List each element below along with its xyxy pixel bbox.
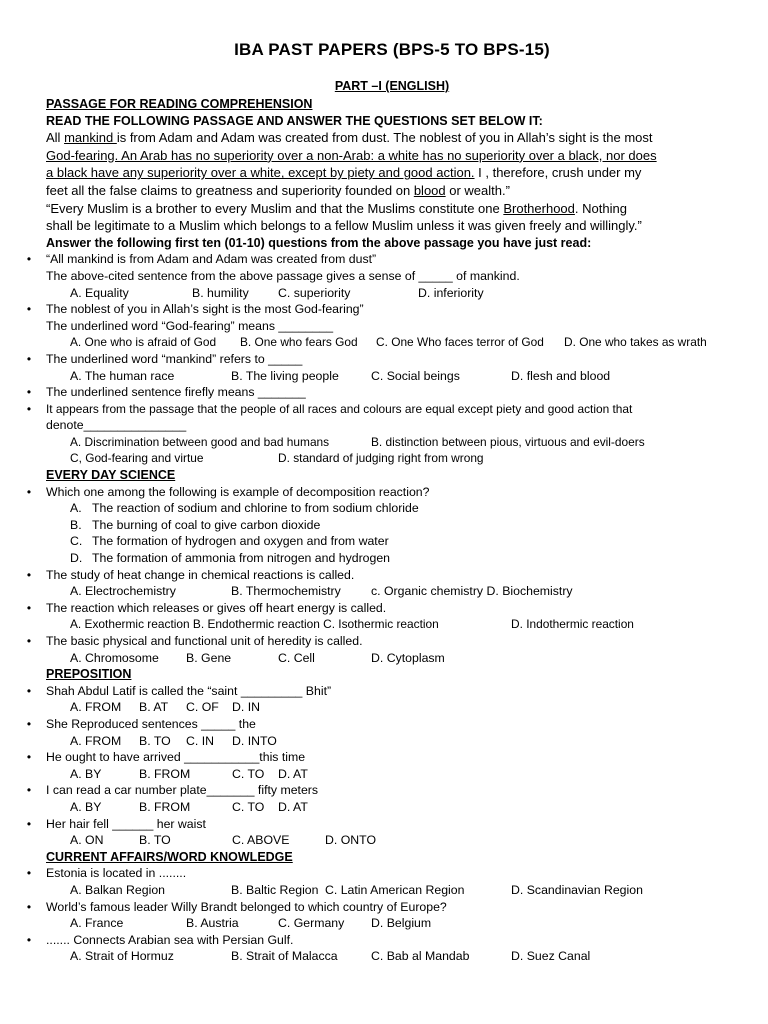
option-b: B. AT: [139, 700, 169, 715]
option-a: A. ON: [70, 833, 104, 848]
option-b: B. TO: [139, 733, 171, 748]
question: • It appears from the passage that the people of all races and colours are equal except piety and good action that: [46, 401, 738, 418]
option-d: D. flesh and blood: [511, 368, 611, 383]
option-c: C. OF: [186, 700, 219, 715]
answer-options: [46, 882, 738, 899]
bullet-icon: [22, 384, 36, 401]
question: • The underlined word “mankind” refers to _____: [46, 351, 738, 368]
question: • Which one among the following is example of decomposition reaction?: [46, 484, 738, 501]
option-c: c. Organic chemistry D. Biochemistry: [371, 584, 573, 599]
option-d: D. Scandinavian Region: [511, 882, 643, 897]
option-a: A. Strait of Hormuz: [70, 949, 174, 964]
passage-line: a black have any superiority over a white, except by piety and good action. I , therefore, crush under my: [46, 165, 642, 181]
bullet-icon: [22, 633, 36, 650]
answer-options: [46, 616, 738, 633]
option-d: D. IN: [232, 700, 261, 715]
question-text: denote_______________: [46, 418, 187, 433]
option-b: B. Strait of Malacca: [231, 949, 338, 964]
question: • He ought to have arrived ___________this time: [46, 749, 738, 766]
question-text: The underlined word “God-fearing” means ________: [46, 318, 334, 333]
section-heading-science: EVERY DAY SCIENCE: [46, 468, 176, 483]
question-text: The above-cited sentence from the above passage gives a sense of _____ of mankind.: [46, 268, 520, 283]
option-b: B. One who fears God: [240, 335, 358, 350]
option-b: B. distinction between pious, virtuous and evil-doers: [371, 434, 645, 449]
option-c: C. Social beings: [371, 368, 460, 383]
bullet-icon: [22, 865, 36, 882]
option-c: C. Latin American Region: [325, 882, 465, 897]
passage: [46, 129, 738, 235]
option-d: D. Indothermic reaction: [511, 617, 634, 632]
answer-options: [46, 948, 738, 965]
question: • “All mankind is from Adam and Adam was created from dust”: [46, 251, 738, 268]
option-c: C. Germany: [278, 916, 345, 931]
bullet-icon: [22, 251, 36, 268]
option-a: A. FROM: [70, 733, 122, 748]
option-c: C. ABOVE: [232, 833, 290, 848]
option-d: D. INTO: [232, 733, 277, 748]
question: • World’s famous leader Willy Brandt belonged to which country of Europe?: [46, 899, 738, 916]
option-b: B. FROM: [139, 799, 191, 814]
bullet-icon: [22, 816, 36, 833]
option-d: D. standard of judging right from wrong: [278, 451, 484, 466]
option-c: C. superiority: [278, 285, 351, 300]
option-a: A. Balkan Region: [70, 882, 166, 897]
option-d: D. One who takes as wrath: [564, 335, 707, 350]
option-b: B. Baltic Region: [231, 882, 319, 897]
option-d: D. inferiority: [418, 285, 484, 300]
option-d: D. AT: [278, 766, 308, 781]
passage-line: shall be legitimate to a Muslim which belongs to a fellow Muslim unless it was given freely and willingly.”: [46, 218, 642, 234]
answer-options: [46, 450, 738, 467]
option-a: A. France: [70, 916, 124, 931]
section-heading-preposition: PREPOSITION: [46, 667, 132, 682]
passage-line: “Every Muslim is a brother to every Muslim and that the Muslims constitute one Brotherhood. Nothing: [46, 200, 627, 216]
option-c: C. Cell: [278, 650, 315, 665]
option-a: A. The reaction of sodium and chlorine to from sodium chloride: [70, 501, 419, 516]
underlined-word-mankind: mankind: [64, 130, 117, 146]
answer-options: [46, 915, 738, 932]
question: • ....... Connects Arabian sea with Persian Gulf.: [46, 932, 738, 949]
option-a: A. Electrochemistry: [70, 584, 176, 599]
bullet-icon: [22, 351, 36, 368]
option-c: C. TO: [232, 766, 265, 781]
option-c: C. One Who faces terror of God: [376, 335, 544, 350]
option-b: B. Gene: [186, 650, 232, 665]
bullet-icon: [22, 749, 36, 766]
option-b: B. The living people: [231, 368, 339, 383]
question: • She Reproduced sentences _____ the: [46, 716, 738, 733]
section-heading-current-affairs: CURRENT AFFAIRS/WORD KNOWLEDGE: [46, 849, 293, 864]
option-a: A. Exothermic reaction B. Endothermic reaction C. Isothermic reaction: [70, 617, 439, 632]
question: • Estonia is located in ........: [46, 865, 738, 882]
option-a: A. Equality: [70, 285, 129, 300]
answer-options: [46, 699, 738, 716]
bullet-icon: [22, 567, 36, 584]
option-a: A. The human race: [70, 368, 175, 383]
passage-line: God-fearing. An Arab has no superiority over a non-Arab: a white has no superiority over a black, nor does: [46, 147, 657, 163]
option-b: B. The burning of coal to give carbon dioxide: [70, 517, 321, 532]
bullet-icon: [22, 301, 36, 318]
option-d: D. Suez Canal: [511, 949, 591, 964]
option-c: C. Bab al Mandab: [371, 949, 470, 964]
question: • The reaction which releases or gives off heart energy is called.: [46, 600, 738, 617]
answer-options: [46, 434, 738, 451]
question: • Her hair fell ______ her waist: [46, 816, 738, 833]
question: • The study of heat change in chemical reactions is called.: [46, 567, 738, 584]
option-a: A. BY: [70, 766, 102, 781]
option-c: C, God-fearing and virtue: [70, 451, 204, 466]
bullet-icon: [22, 932, 36, 949]
underlined-word-blood: blood: [413, 182, 446, 198]
question: • The underlined sentence firefly means _______: [46, 384, 738, 401]
bullet-icon: [22, 600, 36, 617]
answer-options: [46, 368, 738, 385]
option-b: B. humility: [192, 285, 249, 300]
bullet-icon: [22, 899, 36, 916]
option-a: A. Chromosome: [70, 650, 159, 665]
question: • The basic physical and functional unit of heredity is called.: [46, 633, 738, 650]
option-d: D. AT: [278, 799, 308, 814]
option-a: A. Discrimination between good and bad humans: [70, 434, 330, 449]
bullet-icon: [22, 484, 36, 501]
option-b: B. Thermochemistry: [231, 584, 341, 599]
bullet-icon: [22, 716, 36, 733]
option-b: B. Austria: [186, 916, 239, 931]
passage-line: feet all the false claims to greatness and superiority founded on blood or wealth.”: [46, 182, 510, 198]
option-d: D. ONTO: [325, 833, 377, 848]
option-c: C. IN: [186, 733, 215, 748]
answer-options: [46, 583, 738, 600]
answer-options: [46, 285, 738, 302]
page-title: IBA PAST PAPERS (BPS-5 TO BPS-15): [234, 40, 550, 59]
answer-options: [46, 766, 738, 783]
answer-options: [46, 650, 738, 667]
question: • The noblest of you in Allah’s sight is the most God-fearing”: [46, 301, 738, 318]
answer-options: [46, 733, 738, 750]
answer-options: [46, 334, 738, 351]
bullet-icon: [22, 401, 36, 418]
option-c: C. The formation of hydrogen and oxygen and from water: [70, 534, 389, 549]
answer-options: [46, 832, 738, 849]
question: • I can read a car number plate_______ fifty meters: [46, 782, 738, 799]
passage-heading: PASSAGE FOR READING COMPREHENSION: [46, 97, 313, 111]
option-b: B. TO: [139, 833, 171, 848]
passage-instruction: READ THE FOLLOWING PASSAGE AND ANSWER THE QUESTIONS SET BELOW IT:: [46, 113, 543, 128]
passage-line: All mankind is from Adam and Adam was created from dust. The noblest of you in Allah’s sight is the most: [46, 130, 653, 146]
option-a: A. FROM: [70, 700, 122, 715]
option-b: B. FROM: [139, 766, 191, 781]
bullet-icon: [22, 683, 36, 700]
bullet-icon: [22, 782, 36, 799]
option-a: A. One who is afraid of God: [70, 335, 217, 350]
option-d: D. Belgium: [371, 916, 432, 931]
answer-options: [46, 799, 738, 816]
part-heading: PART –I (ENGLISH): [334, 79, 450, 93]
question: • Shah Abdul Latif is called the “saint _________ Bhit”: [46, 683, 738, 700]
underlined-word-brotherhood: Brotherhood: [503, 200, 575, 216]
option-d: D. The formation of ammonia from nitrogen and hydrogen: [70, 551, 391, 566]
option-d: D. Cytoplasm: [371, 650, 445, 665]
option-a: A. BY: [70, 799, 102, 814]
answer-instruction: Answer the following first ten (01-10) questions from the above passage you have just read:: [46, 235, 592, 250]
option-c: C. TO: [232, 799, 265, 814]
